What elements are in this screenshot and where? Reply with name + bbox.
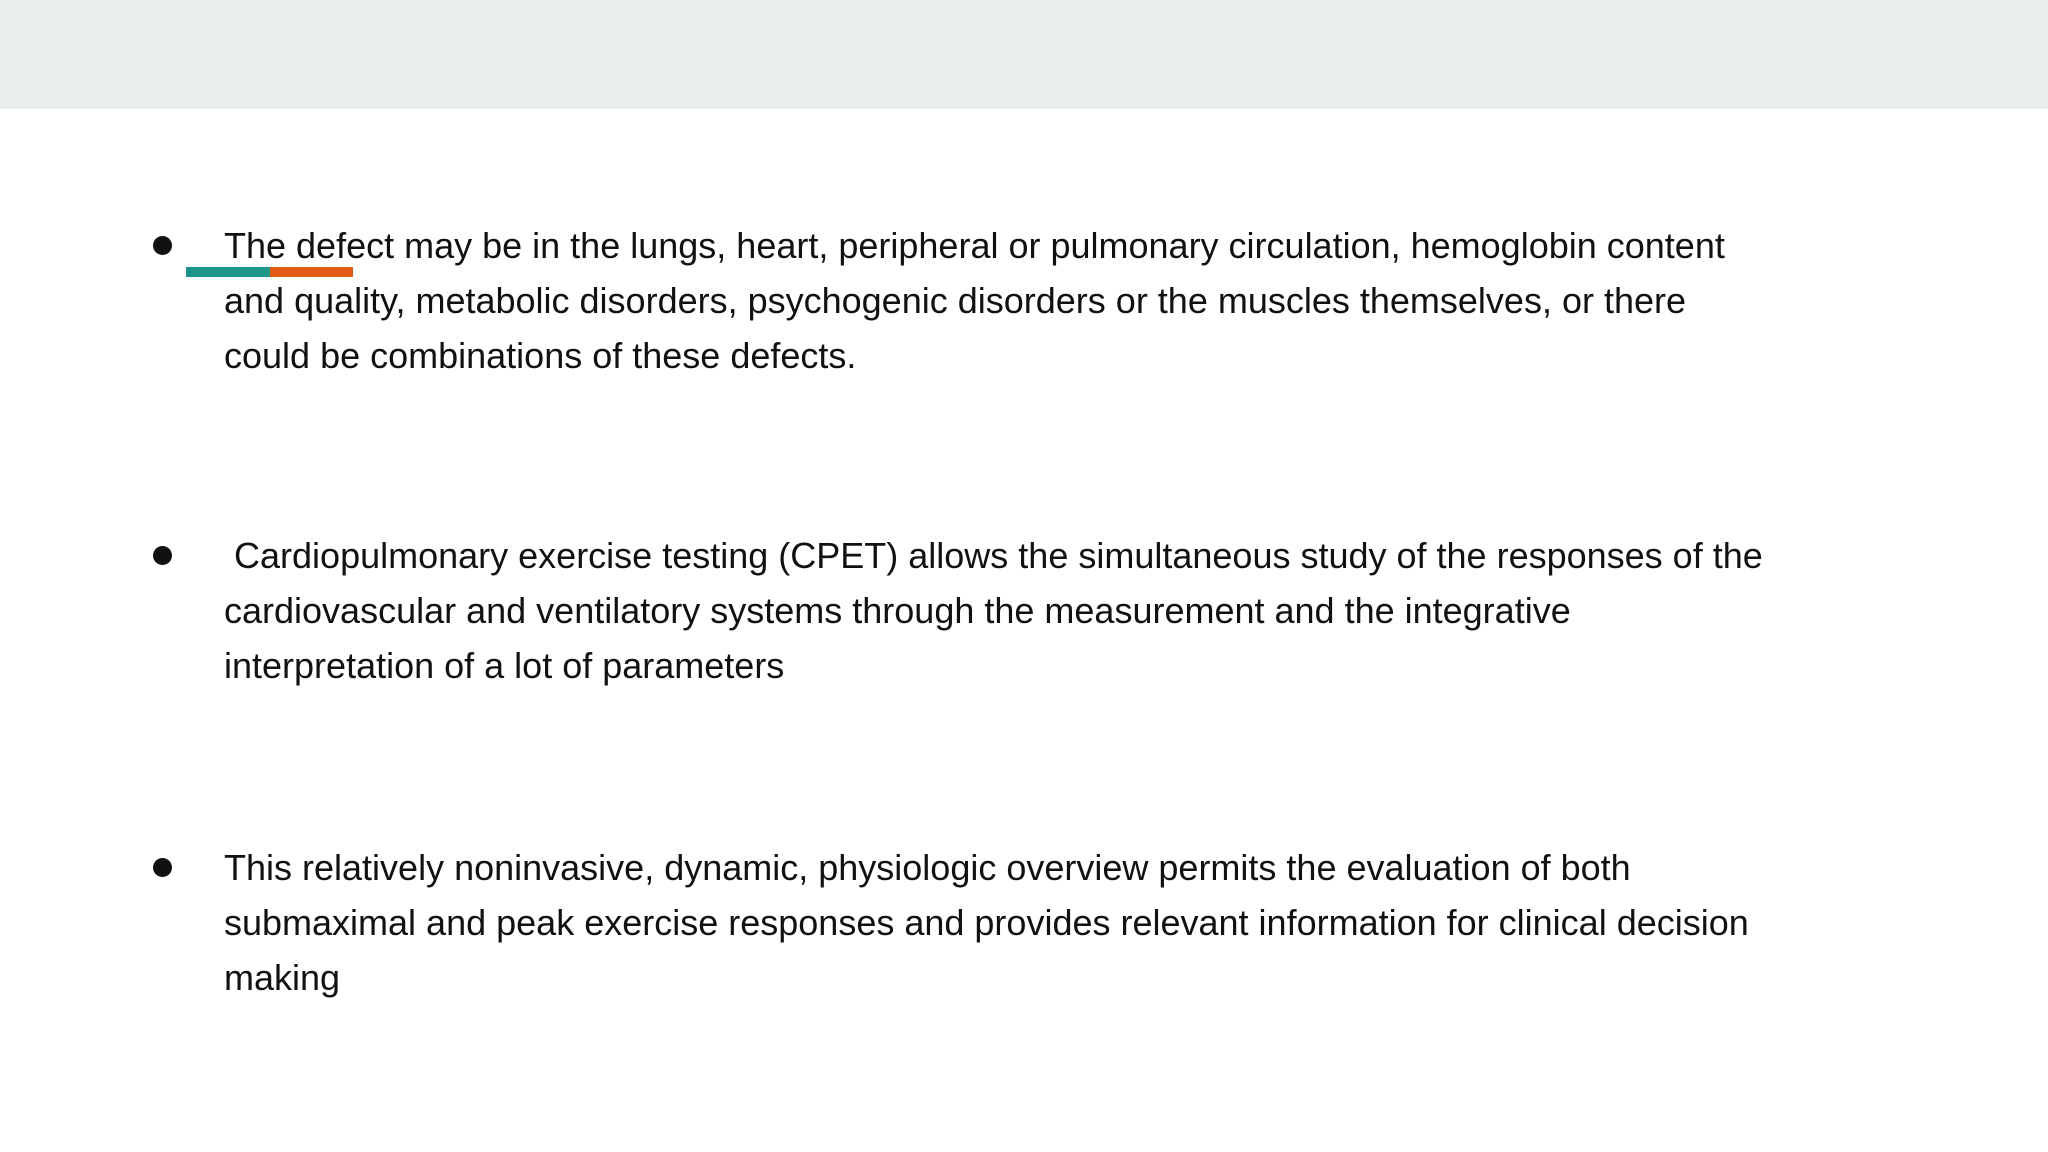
bullet-dot-icon xyxy=(153,858,172,877)
bullet-text-2: Cardiopulmonary exercise testing (CPET) allows the simultaneous study of the responses of the cardiovascular and ventilatory systems through the measurement and the integrative interpretation of a lot of parameters xyxy=(224,535,1763,686)
header-band xyxy=(0,0,2048,109)
bullet-text-3: This relatively noninvasive, dynamic, physiologic overview permits the evaluation of both submaximal and peak exercise responses and provides relevant information for clinical decision making xyxy=(224,847,1749,998)
bullet-text-1: The defect may be in the lungs, heart, peripheral or pulmonary circulation, hemoglobin content and quality, metabolic disorders, psychogenic disorders or the muscles themselves, or there could be combinations of these defects. xyxy=(224,225,1725,376)
bullet-dot-icon xyxy=(153,546,172,565)
bullet-dot-icon xyxy=(153,236,172,255)
